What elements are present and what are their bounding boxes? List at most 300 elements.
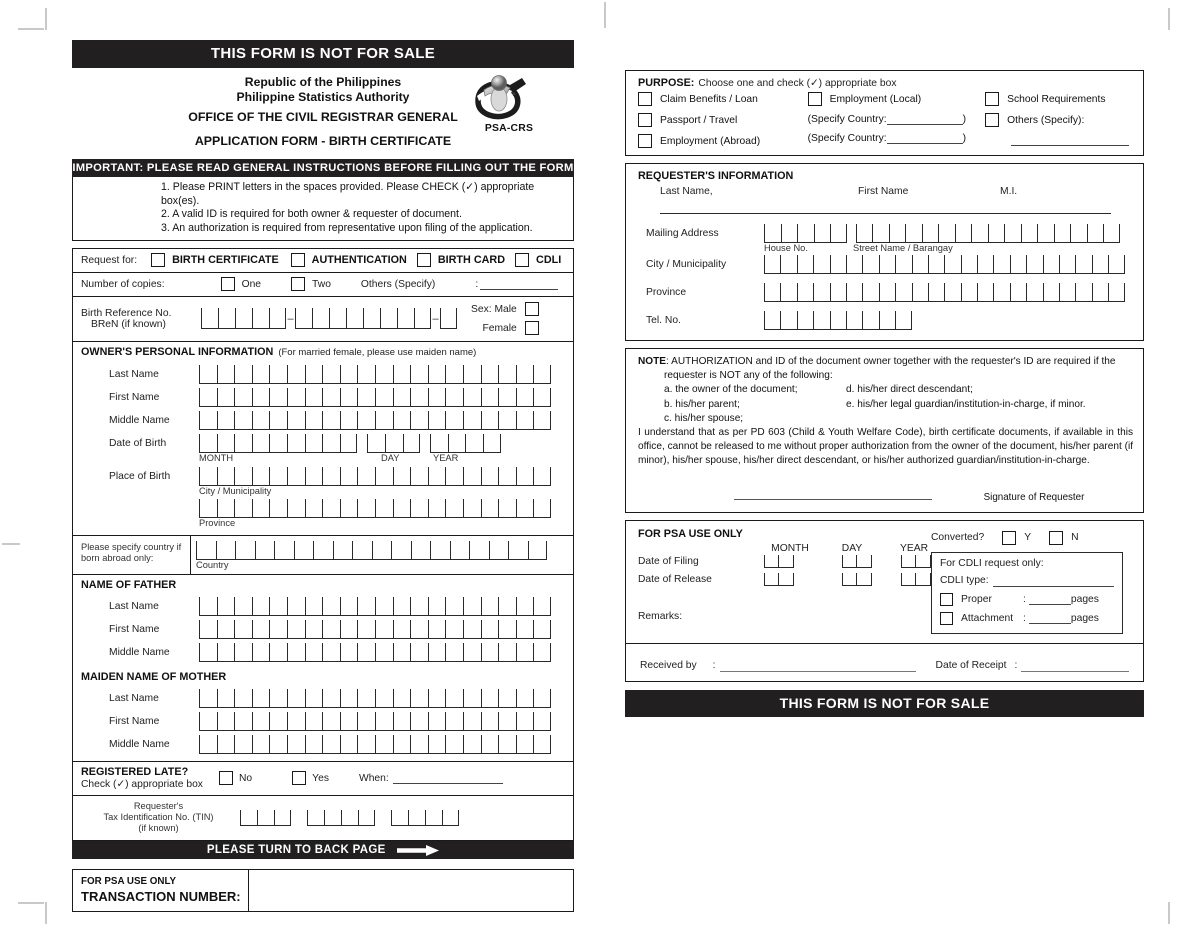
comb-cell[interactable] [199,735,217,754]
comb-cell[interactable] [445,689,463,708]
purpose-specify-country-abroad-input[interactable] [887,132,963,144]
comb-cell[interactable] [483,434,501,453]
comb-cell[interactable] [445,597,463,616]
comb-cell[interactable] [196,541,216,560]
comb-cell[interactable] [322,434,340,453]
comb-cell[interactable] [217,643,235,662]
comb-cell[interactable] [830,255,846,274]
comb-cell[interactable] [393,620,411,639]
comb-cell[interactable] [357,411,375,430]
comb-cell[interactable] [1021,224,1038,243]
comb-cell[interactable] [287,434,305,453]
checkbox-cdli[interactable] [515,253,529,267]
comb-cell[interactable] [872,224,889,243]
comb-cell[interactable] [846,311,862,330]
requester-name-input[interactable] [660,211,1111,214]
comb-cell[interactable] [846,283,862,302]
signature-line[interactable] [734,497,932,500]
comb-cell[interactable] [340,499,358,518]
comb-cell[interactable] [797,311,813,330]
comb-cell[interactable] [1075,283,1091,302]
purpose-specify-country-local-input[interactable] [887,113,963,125]
comb-cell[interactable] [463,499,481,518]
comb-cell[interactable] [830,311,846,330]
comb-cell[interactable] [393,411,411,430]
checkbox-sex-female[interactable] [525,321,539,335]
comb-cell[interactable] [856,224,873,243]
comb-cell[interactable] [234,365,252,384]
comb-cell[interactable] [516,467,534,486]
comb-cell[interactable] [375,620,393,639]
comb-cell[interactable] [340,597,358,616]
checkbox-copies-one[interactable] [221,277,235,291]
comb-cell[interactable] [269,499,287,518]
comb-cell[interactable] [977,255,993,274]
comb-cell[interactable] [357,643,375,662]
comb-cell[interactable] [340,712,358,731]
comb-cell[interactable] [428,388,446,407]
owner-last-name-input[interactable] [199,365,551,384]
comb-cell[interactable] [498,735,516,754]
comb-cell[interactable] [375,735,393,754]
purpose-others-input[interactable] [1011,134,1129,146]
comb-cell[interactable] [481,365,499,384]
comb-cell[interactable] [269,434,287,453]
comb-cell[interactable] [287,499,305,518]
requester-house-no-input[interactable] [764,224,847,243]
comb-cell[interactable] [305,597,323,616]
comb-cell[interactable] [393,712,411,731]
comb-cell[interactable] [481,735,499,754]
comb-cell[interactable] [252,434,270,453]
comb-cell[interactable] [252,499,270,518]
comb-cell[interactable] [445,620,463,639]
comb-cell[interactable] [385,434,403,453]
comb-cell[interactable] [481,620,499,639]
comb-cell[interactable] [516,712,534,731]
comb-cell[interactable] [961,255,977,274]
owner-dob-year-input[interactable] [430,434,500,453]
comb-cell[interactable] [846,255,862,274]
comb-cell[interactable] [498,499,516,518]
comb-cell[interactable] [269,643,287,662]
comb-cell[interactable] [1087,224,1104,243]
comb-cell[interactable] [944,283,960,302]
comb-cell[interactable] [234,643,252,662]
comb-cell[interactable] [269,365,287,384]
comb-cell[interactable] [1037,224,1054,243]
comb-cell[interactable] [252,620,270,639]
comb-cell[interactable] [199,597,217,616]
comb-cell[interactable] [357,388,375,407]
comb-cell[interactable] [234,411,252,430]
comb-cell[interactable] [764,224,781,243]
comb-cell[interactable] [944,255,960,274]
comb-cell[interactable] [410,467,428,486]
comb-cell[interactable] [234,467,252,486]
comb-cell[interactable] [445,411,463,430]
comb-cell[interactable] [393,499,411,518]
comb-cell[interactable] [340,434,358,453]
comb-cell[interactable] [252,597,270,616]
comb-cell[interactable] [391,810,408,826]
comb-cell[interactable] [340,620,358,639]
comb-cell[interactable] [862,255,878,274]
comb-cell[interactable] [408,810,425,826]
requester-street-input[interactable] [856,224,1120,243]
comb-cell[interactable] [1010,255,1026,274]
comb-cell[interactable] [498,643,516,662]
comb-cell[interactable] [442,810,459,826]
owner-dob-month-input[interactable] [199,434,357,453]
comb-cell[interactable] [533,620,551,639]
comb-cell[interactable] [1092,255,1108,274]
comb-cell[interactable] [528,541,548,560]
comb-cell[interactable] [498,467,516,486]
mother-middle-name-input[interactable] [199,735,551,754]
comb-cell[interactable] [217,388,235,407]
comb-cell[interactable] [533,467,551,486]
comb-cell[interactable] [428,689,446,708]
comb-cell[interactable] [322,620,340,639]
comb-cell[interactable] [305,499,323,518]
comb-cell[interactable] [498,597,516,616]
comb-cell[interactable] [410,620,428,639]
comb-cell[interactable] [357,735,375,754]
comb-cell[interactable] [375,388,393,407]
father-first-name-input[interactable] [199,620,551,639]
comb-cell[interactable] [445,712,463,731]
comb-cell[interactable] [1026,283,1042,302]
checkbox-birth-card[interactable] [417,253,431,267]
comb-cell[interactable] [269,411,287,430]
comb-cell[interactable] [764,255,780,274]
comb-cell[interactable] [428,643,446,662]
comb-cell[interactable] [393,388,411,407]
comb-cell[interactable] [287,643,305,662]
comb-cell[interactable] [375,467,393,486]
comb-cell[interactable] [294,541,314,560]
comb-cell[interactable] [797,283,813,302]
comb-cell[interactable] [1004,224,1021,243]
comb-cell[interactable] [516,388,534,407]
comb-cell[interactable] [217,467,235,486]
comb-cell[interactable] [199,411,217,430]
comb-cell[interactable] [393,365,411,384]
comb-cell[interactable] [445,643,463,662]
checkbox-others[interactable] [985,113,999,127]
comb-cell[interactable] [287,689,305,708]
comb-cell[interactable] [430,541,450,560]
comb-cell[interactable] [252,365,270,384]
checkbox-cdli-proper[interactable] [940,593,953,606]
comb-cell[interactable] [340,388,358,407]
comb-cell[interactable] [287,467,305,486]
comb-cell[interactable] [895,311,911,330]
comb-cell[interactable] [340,689,358,708]
owner-first-name-input[interactable] [199,388,551,407]
comb-cell[interactable] [1075,255,1091,274]
comb-cell[interactable] [287,735,305,754]
comb-cell[interactable] [357,597,375,616]
comb-cell[interactable] [977,283,993,302]
comb-cell[interactable] [533,735,551,754]
comb-cell[interactable] [481,689,499,708]
comb-cell[interactable] [199,689,217,708]
comb-cell[interactable] [498,620,516,639]
comb-cell[interactable] [269,388,287,407]
tin-segment-1[interactable] [240,810,291,826]
comb-cell[interactable] [481,388,499,407]
comb-cell[interactable] [1054,224,1071,243]
comb-cell[interactable] [516,597,534,616]
mother-last-name-input[interactable] [199,689,551,708]
comb-cell[interactable] [217,689,235,708]
comb-cell[interactable] [764,311,780,330]
comb-cell[interactable] [410,411,428,430]
comb-cell[interactable] [217,411,235,430]
comb-cell[interactable] [498,365,516,384]
comb-cell[interactable] [463,712,481,731]
comb-cell[interactable] [1103,224,1120,243]
comb-cell[interactable] [781,224,798,243]
comb-cell[interactable] [357,712,375,731]
comb-cell[interactable] [764,283,780,302]
comb-cell[interactable] [340,735,358,754]
comb-cell[interactable] [307,810,324,826]
comb-cell[interactable] [430,434,448,453]
comb-cell[interactable] [375,365,393,384]
checkbox-converted-no[interactable] [1049,531,1063,545]
comb-cell[interactable] [1059,283,1075,302]
comb-cell[interactable] [313,541,333,560]
checkbox-registered-late-yes[interactable] [292,771,306,785]
comb-cell[interactable] [322,597,340,616]
comb-cell[interactable] [322,735,340,754]
comb-cell[interactable] [1010,283,1026,302]
comb-cell[interactable] [410,712,428,731]
comb-cell[interactable] [533,712,551,731]
checkbox-claim-benefits[interactable] [638,92,652,106]
comb-cell[interactable] [287,388,305,407]
comb-cell[interactable] [813,311,829,330]
comb-cell[interactable] [1043,255,1059,274]
comb-cell[interactable] [450,541,470,560]
comb-cell[interactable] [498,712,516,731]
comb-cell[interactable] [895,255,911,274]
comb-cell[interactable] [217,499,235,518]
comb-cell[interactable] [234,620,252,639]
bren-segment-3[interactable] [440,308,457,329]
requester-province-input[interactable] [764,283,1125,302]
comb-cell[interactable] [922,224,939,243]
comb-cell[interactable] [287,712,305,731]
transaction-number-input[interactable] [249,870,573,911]
comb-cell[interactable] [252,411,270,430]
comb-cell[interactable] [393,689,411,708]
comb-cell[interactable] [1026,255,1042,274]
comb-cell[interactable] [274,541,294,560]
comb-cell[interactable] [391,541,411,560]
checkbox-copies-two[interactable] [291,277,305,291]
owner-pob-province-input[interactable] [199,499,551,518]
comb-cell[interactable] [375,411,393,430]
comb-cell[interactable] [305,411,323,430]
comb-cell[interactable] [463,735,481,754]
registered-late-when-input[interactable] [393,772,503,784]
comb-cell[interactable] [410,735,428,754]
psa-date-filing-year-input[interactable] [901,555,931,568]
checkbox-registered-late-no[interactable] [219,771,233,785]
comb-cell[interactable] [252,712,270,731]
comb-cell[interactable] [234,689,252,708]
cdli-attachment-pages-input[interactable] [1029,613,1071,624]
comb-cell[interactable] [375,712,393,731]
comb-cell[interactable] [305,735,323,754]
comb-cell[interactable] [199,643,217,662]
comb-cell[interactable] [879,283,895,302]
comb-cell[interactable] [516,365,534,384]
comb-cell[interactable] [341,810,358,826]
abroad-country-input[interactable] [196,541,547,560]
comb-cell[interactable] [372,541,392,560]
comb-cell[interactable] [217,620,235,639]
comb-cell[interactable] [393,467,411,486]
comb-cell[interactable] [889,224,906,243]
comb-cell[interactable] [445,735,463,754]
comb-cell[interactable] [234,388,252,407]
comb-cell[interactable] [895,283,911,302]
comb-cell[interactable] [862,283,878,302]
comb-cell[interactable] [1043,283,1059,302]
comb-cell[interactable] [813,283,829,302]
comb-cell[interactable] [305,434,323,453]
comb-cell[interactable] [448,434,466,453]
comb-cell[interactable] [217,712,235,731]
comb-cell[interactable] [516,620,534,639]
comb-cell[interactable] [481,712,499,731]
tin-segment-2[interactable] [307,810,375,826]
comb-cell[interactable] [234,499,252,518]
comb-cell[interactable] [340,467,358,486]
checkbox-school-requirements[interactable] [985,92,999,106]
comb-cell[interactable] [533,643,551,662]
comb-cell[interactable] [393,597,411,616]
checkbox-converted-yes[interactable] [1002,531,1016,545]
comb-cell[interactable] [410,643,428,662]
comb-cell[interactable] [463,388,481,407]
comb-cell[interactable] [340,365,358,384]
checkbox-sex-male[interactable] [525,302,539,316]
comb-cell[interactable] [481,467,499,486]
comb-cell[interactable] [879,311,895,330]
comb-cell[interactable] [1108,283,1124,302]
comb-cell[interactable] [252,388,270,407]
comb-cell[interactable] [324,810,341,826]
comb-cell[interactable] [216,541,236,560]
comb-cell[interactable] [813,255,829,274]
checkbox-employment-local[interactable] [808,92,822,106]
checkbox-passport-travel[interactable] [638,113,652,127]
comb-cell[interactable] [322,411,340,430]
comb-cell[interactable] [533,365,551,384]
comb-cell[interactable] [255,541,275,560]
psa-date-release-day-input[interactable] [842,573,872,586]
comb-cell[interactable] [905,224,922,243]
comb-cell[interactable] [938,224,955,243]
comb-cell[interactable] [797,255,813,274]
comb-cell[interactable] [269,620,287,639]
comb-cell[interactable] [217,365,235,384]
comb-cell[interactable] [830,224,847,243]
comb-cell[interactable] [305,620,323,639]
comb-cell[interactable] [463,467,481,486]
psa-date-release-month-input[interactable] [764,573,816,586]
comb-cell[interactable] [393,735,411,754]
comb-cell[interactable] [516,735,534,754]
comb-cell[interactable] [912,283,928,302]
comb-cell[interactable] [445,467,463,486]
comb-cell[interactable] [217,597,235,616]
comb-cell[interactable] [516,499,534,518]
comb-cell[interactable] [375,597,393,616]
comb-cell[interactable] [322,689,340,708]
comb-cell[interactable] [322,499,340,518]
comb-cell[interactable] [463,643,481,662]
comb-cell[interactable] [287,365,305,384]
comb-cell[interactable] [367,434,385,453]
comb-cell[interactable] [375,689,393,708]
comb-cell[interactable] [1092,283,1108,302]
comb-cell[interactable] [780,255,796,274]
comb-cell[interactable] [481,643,499,662]
comb-cell[interactable] [428,620,446,639]
checkbox-employment-abroad[interactable] [638,134,652,148]
comb-cell[interactable] [928,255,944,274]
comb-cell[interactable] [322,643,340,662]
comb-cell[interactable] [498,411,516,430]
cdli-type-input[interactable] [993,575,1114,587]
comb-cell[interactable] [199,434,217,453]
requester-tel-input[interactable] [764,311,912,330]
comb-cell[interactable] [393,643,411,662]
comb-cell[interactable] [357,365,375,384]
comb-cell[interactable] [533,411,551,430]
comb-cell[interactable] [287,597,305,616]
comb-cell[interactable] [411,541,431,560]
comb-cell[interactable] [305,689,323,708]
comb-cell[interactable] [199,388,217,407]
comb-cell[interactable] [797,224,814,243]
comb-cell[interactable] [252,467,270,486]
comb-cell[interactable] [305,712,323,731]
comb-cell[interactable] [912,255,928,274]
comb-cell[interactable] [533,499,551,518]
comb-cell[interactable] [410,499,428,518]
comb-cell[interactable] [234,597,252,616]
comb-cell[interactable] [993,255,1009,274]
cdli-proper-pages-input[interactable] [1029,594,1071,605]
date-of-receipt-input[interactable] [1021,660,1129,672]
comb-cell[interactable] [971,224,988,243]
comb-cell[interactable] [928,283,944,302]
comb-cell[interactable] [235,541,255,560]
checkbox-authentication[interactable] [291,253,305,267]
comb-cell[interactable] [358,810,375,826]
mother-first-name-input[interactable] [199,712,551,731]
psa-date-filing-day-input[interactable] [842,555,872,568]
comb-cell[interactable] [428,735,446,754]
